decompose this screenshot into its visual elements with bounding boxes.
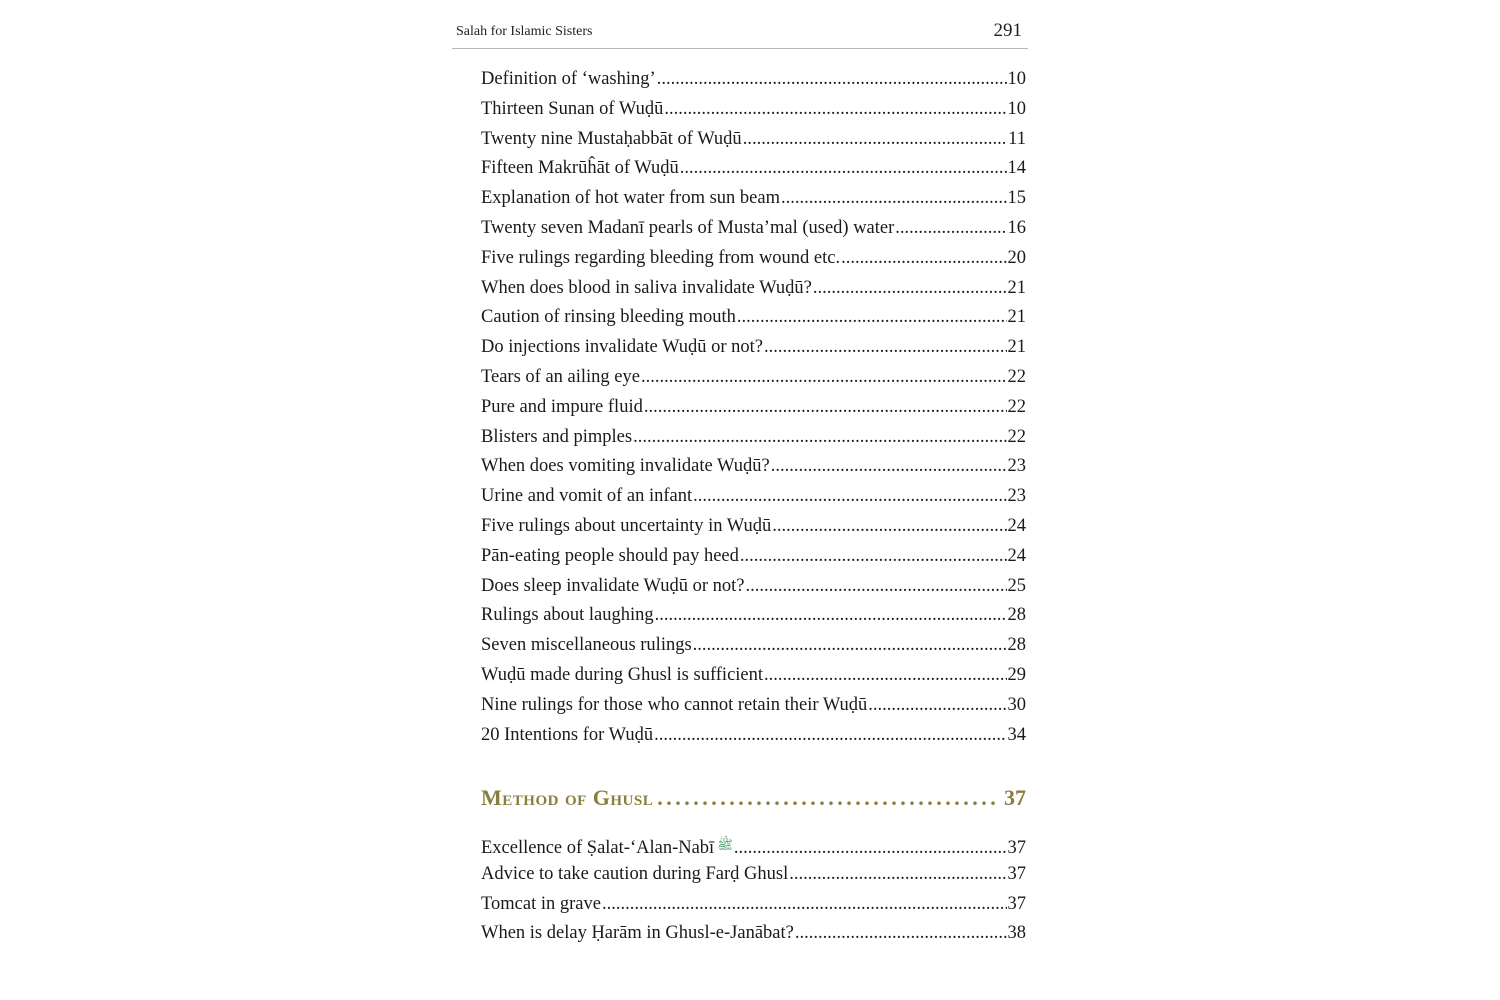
dot-leader: [657, 65, 1007, 95]
dot-leader: [746, 572, 1007, 602]
chapter-title: Method of Ghusl: [481, 785, 654, 810]
toc-entry-title: Nine rulings for those who cannot retain their Wuḍū: [481, 694, 868, 715]
toc-entry-page: 28: [1007, 605, 1026, 626]
page-number: 291: [993, 20, 1022, 41]
dot-leader: [764, 333, 1006, 363]
toc-entry-title: When does blood in saliva invalidate Wuḍū?: [481, 277, 812, 298]
toc-entry: [481, 631, 1026, 661]
dot-leader: [895, 214, 1006, 244]
toc-entry: [481, 303, 1026, 333]
toc-entry-page: 20: [1007, 247, 1026, 268]
toc-entry: [481, 542, 1026, 572]
dot-leader: [772, 512, 1006, 542]
book-page: [452, 0, 1028, 1000]
toc-entry: [481, 274, 1026, 304]
dot-leader: [641, 363, 1007, 393]
dot-leader: [633, 423, 1006, 453]
running-header: [452, 14, 1028, 49]
toc-entry: [481, 125, 1026, 155]
toc-entry-title: Does sleep invalidate Wuḍū or not?: [481, 575, 745, 596]
toc-entry: [481, 919, 1026, 949]
running-title: Salah for Islamic Sisters: [456, 24, 593, 39]
toc-entry: [481, 860, 1026, 890]
toc-entry-page: 22: [1007, 426, 1026, 447]
dot-leader: [654, 721, 1006, 751]
toc-entry: [481, 890, 1026, 920]
dot-leader: [789, 860, 1006, 890]
toc-entry: [481, 601, 1026, 631]
toc-entry-title: Seven miscellaneous rulings: [481, 635, 692, 656]
toc-entry: [481, 333, 1026, 363]
dot-leader: [657, 785, 1000, 811]
toc-entry-title: Definition of ‘washing’: [481, 69, 656, 89]
toc-entry-page: 37: [1007, 838, 1026, 858]
toc-entry: [481, 661, 1026, 691]
toc-entry-title: Tears of an ailing eye: [481, 366, 640, 387]
toc-entry: [481, 423, 1026, 453]
toc-entry-page: 10: [1007, 69, 1026, 89]
toc-entry-title: Caution of rinsing bleeding mouth: [481, 307, 736, 328]
toc-entry-page: 15: [1007, 188, 1026, 209]
toc-entry-title: Do injections invalidate Wuḍū or not?: [481, 337, 764, 358]
toc-entry-title: Rulings about laughing: [481, 605, 654, 626]
toc-entry-page: 30: [1007, 694, 1026, 715]
toc-section-wudu: [481, 65, 1026, 750]
toc-entry-page: 38: [1007, 923, 1026, 944]
toc-entry-title: Fifteen Makrūĥāt of Wuḍū: [481, 158, 679, 179]
toc-entry-page: 10: [1007, 98, 1026, 119]
dot-leader: [664, 95, 1006, 125]
toc-entry-page: 21: [1007, 277, 1026, 298]
toc-entry: [481, 721, 1026, 751]
toc-entry-page: 22: [1007, 366, 1026, 387]
toc-entry-title: Twenty nine Mustaḥabbāt of Wuḍū: [481, 128, 742, 149]
toc-entry: [481, 65, 1026, 95]
toc-entry-title: Blisters and pimples: [481, 426, 633, 447]
toc-entry-title: Pān-eating people should pay heed: [481, 545, 739, 566]
toc-entry-title: Twenty seven Madanī pearls of Musta’mal (used) water: [481, 217, 895, 238]
toc-entry-page: 22: [1007, 396, 1026, 417]
toc-entry-page: 14: [1007, 158, 1026, 179]
toc-entry-title: When is delay Ḥarām in Ghusl-e-Janābat?: [481, 923, 794, 944]
toc-entry-title: 20 Intentions for Wuḍū: [481, 724, 654, 745]
dot-leader: [740, 542, 1007, 572]
toc-entry-title-text: Excellence of Ṣalat-‘Alan-Nabī: [481, 838, 715, 858]
toc-entry-page: 24: [1007, 545, 1026, 566]
toc-entry: [481, 393, 1026, 423]
dot-leader: [644, 393, 1007, 423]
dot-leader: [602, 890, 1007, 920]
toc-entry-title: Thirteen Sunan of Wuḍū: [481, 98, 664, 119]
toc-entry: [481, 184, 1026, 214]
toc-entry-page: 23: [1007, 456, 1026, 477]
toc-entry-page: 34: [1007, 724, 1026, 745]
dot-leader: [841, 244, 1006, 274]
toc-entry: [481, 95, 1026, 125]
toc-entry-page: 16: [1007, 217, 1026, 238]
toc-entry: [481, 482, 1026, 512]
toc-entry-page: 21: [1007, 307, 1026, 328]
dot-leader: [764, 661, 1006, 691]
toc-entry-title: Explanation of hot water from sun beam: [481, 188, 780, 209]
toc-entry: [481, 691, 1026, 721]
toc-entry: [481, 572, 1026, 602]
toc-entry-title: Pure and impure fluid: [481, 396, 643, 417]
dot-leader: [771, 452, 1007, 482]
toc-entry-page: 11: [1008, 128, 1026, 149]
toc-entry-title: When does vomiting invalidate Wuḍū?: [481, 456, 770, 477]
chapter-heading: [481, 785, 1026, 811]
toc-entry-page: 23: [1007, 486, 1026, 507]
dot-leader: [743, 125, 1007, 155]
toc-entry-title: Wuḍū made during Ghusl is sufficient: [481, 664, 764, 685]
toc-entry-title: Urine and vomit of an infant: [481, 486, 693, 507]
toc-entry-title: Five rulings about uncertainty in Wuḍū: [481, 515, 772, 536]
dot-leader: [781, 184, 1007, 214]
dot-leader: [795, 919, 1007, 949]
toc-entry: [481, 512, 1026, 542]
toc-entry: [481, 830, 1026, 860]
dot-leader: [693, 631, 1007, 661]
toc-entry: [481, 214, 1026, 244]
dot-leader: [868, 691, 1006, 721]
toc-entry-title: Advice to take caution during Farḍ Ghusl: [481, 863, 789, 884]
toc-section-ghusl: [481, 830, 1026, 949]
toc-entry-title: Tomcat in grave: [481, 893, 601, 914]
toc-entry-page: 25: [1007, 575, 1026, 596]
toc-entry: [481, 363, 1026, 393]
toc-entry-page: 28: [1007, 635, 1026, 656]
chapter-page: 37: [1004, 785, 1026, 810]
toc-entry-page: 29: [1007, 664, 1026, 685]
toc-entry-page: 37: [1007, 863, 1026, 884]
dot-leader: [655, 601, 1007, 631]
toc-entry-title: Five rulings regarding bleeding from wound etc.: [481, 247, 841, 268]
dot-leader: [693, 482, 1006, 512]
dot-leader: [813, 274, 1007, 304]
toc-entry: [481, 154, 1026, 184]
toc-entry: [481, 244, 1026, 274]
toc-entry: [481, 452, 1026, 482]
toc-entry-page: 24: [1007, 515, 1026, 536]
dot-leader: [737, 303, 1007, 333]
toc-entry-page: 37: [1007, 893, 1026, 914]
dot-leader: [680, 154, 1007, 184]
toc-entry-page: 21: [1007, 337, 1026, 358]
toc-entry-title: [481, 830, 733, 864]
salutation-glyph: ﷺ: [717, 837, 733, 852]
